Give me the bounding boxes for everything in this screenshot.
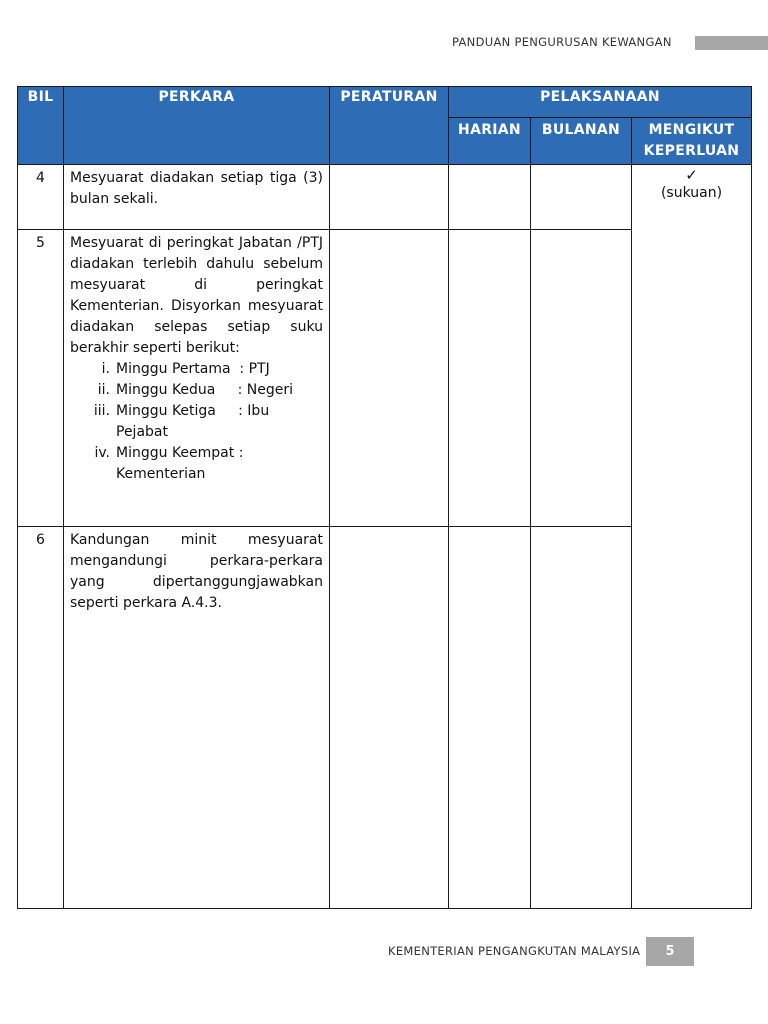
list-item xyxy=(70,380,323,401)
row-peraturan xyxy=(330,230,449,527)
page-number: 5 xyxy=(646,937,694,966)
row-harian xyxy=(449,527,531,909)
meeting-schedule-list xyxy=(70,359,323,485)
list-item-number: iv. xyxy=(94,445,110,461)
row-bulanan xyxy=(531,230,632,527)
list-item-number: ii. xyxy=(97,382,110,398)
row-mengikut-keperluan xyxy=(632,165,752,909)
header-bulanan: BULANAN xyxy=(531,118,632,165)
list-item xyxy=(70,359,323,380)
list-item xyxy=(70,443,323,485)
procedure-table-container xyxy=(17,86,752,909)
row-perkara: Mesyuarat diadakan setiap tiga (3) bulan sekali. xyxy=(64,165,330,230)
row-harian xyxy=(449,165,531,230)
row-bulanan xyxy=(531,165,632,230)
row-perkara: Kandungan minit mesyuarat mengandungi perkara-perkara yang dipertanggungjawabkan seperti perkara A.4.3. xyxy=(64,527,330,909)
table-row xyxy=(18,165,752,230)
list-item-text: Minggu Keempat : Kementerian xyxy=(116,445,248,482)
row-bil: 5 xyxy=(18,230,64,527)
check-mark-icon: ✓ xyxy=(685,166,698,184)
list-item-text: Minggu Ketiga : Ibu Pejabat xyxy=(116,403,274,440)
header-peraturan: PERATURAN xyxy=(330,87,449,165)
header-perkara: PERKARA xyxy=(64,87,330,165)
row-perkara xyxy=(64,230,330,527)
procedure-table xyxy=(17,86,752,909)
header-accent-bar xyxy=(695,36,768,50)
header-bil: BIL xyxy=(18,87,64,165)
list-item-text: Minggu Pertama : PTJ xyxy=(116,361,270,377)
row-bulanan xyxy=(531,527,632,909)
list-item-number: iii. xyxy=(93,403,110,419)
row-peraturan xyxy=(330,527,449,909)
list-item-text: Minggu Kedua : Negeri xyxy=(116,382,294,398)
row-harian xyxy=(449,230,531,527)
row-bil: 4 xyxy=(18,165,64,230)
header-mengikut-keperluan: MENGIKUT KEPERLUAN xyxy=(632,118,752,165)
header-pelaksanaan: PELAKSANAAN xyxy=(449,87,752,118)
header-harian: HARIAN xyxy=(449,118,531,165)
footer-ministry-name: KEMENTERIAN PENGANGKUTAN MALAYSIA xyxy=(388,944,641,958)
list-item xyxy=(70,401,323,443)
document-header-title: PANDUAN PENGURUSAN KEWANGAN xyxy=(452,35,672,49)
list-item-number: i. xyxy=(101,361,110,377)
row-perkara-text: Mesyuarat di peringkat Jabatan /PTJ diadakan terlebih dahulu sebelum mesyuarat di peringkat Kementerian. Disyorkan mesyuarat diadakan selepas setiap suku berakhir seperti berikut: xyxy=(70,235,323,356)
row-bil: 6 xyxy=(18,527,64,909)
mengikut-note: (sukuan) xyxy=(660,185,723,201)
row-peraturan xyxy=(330,165,449,230)
